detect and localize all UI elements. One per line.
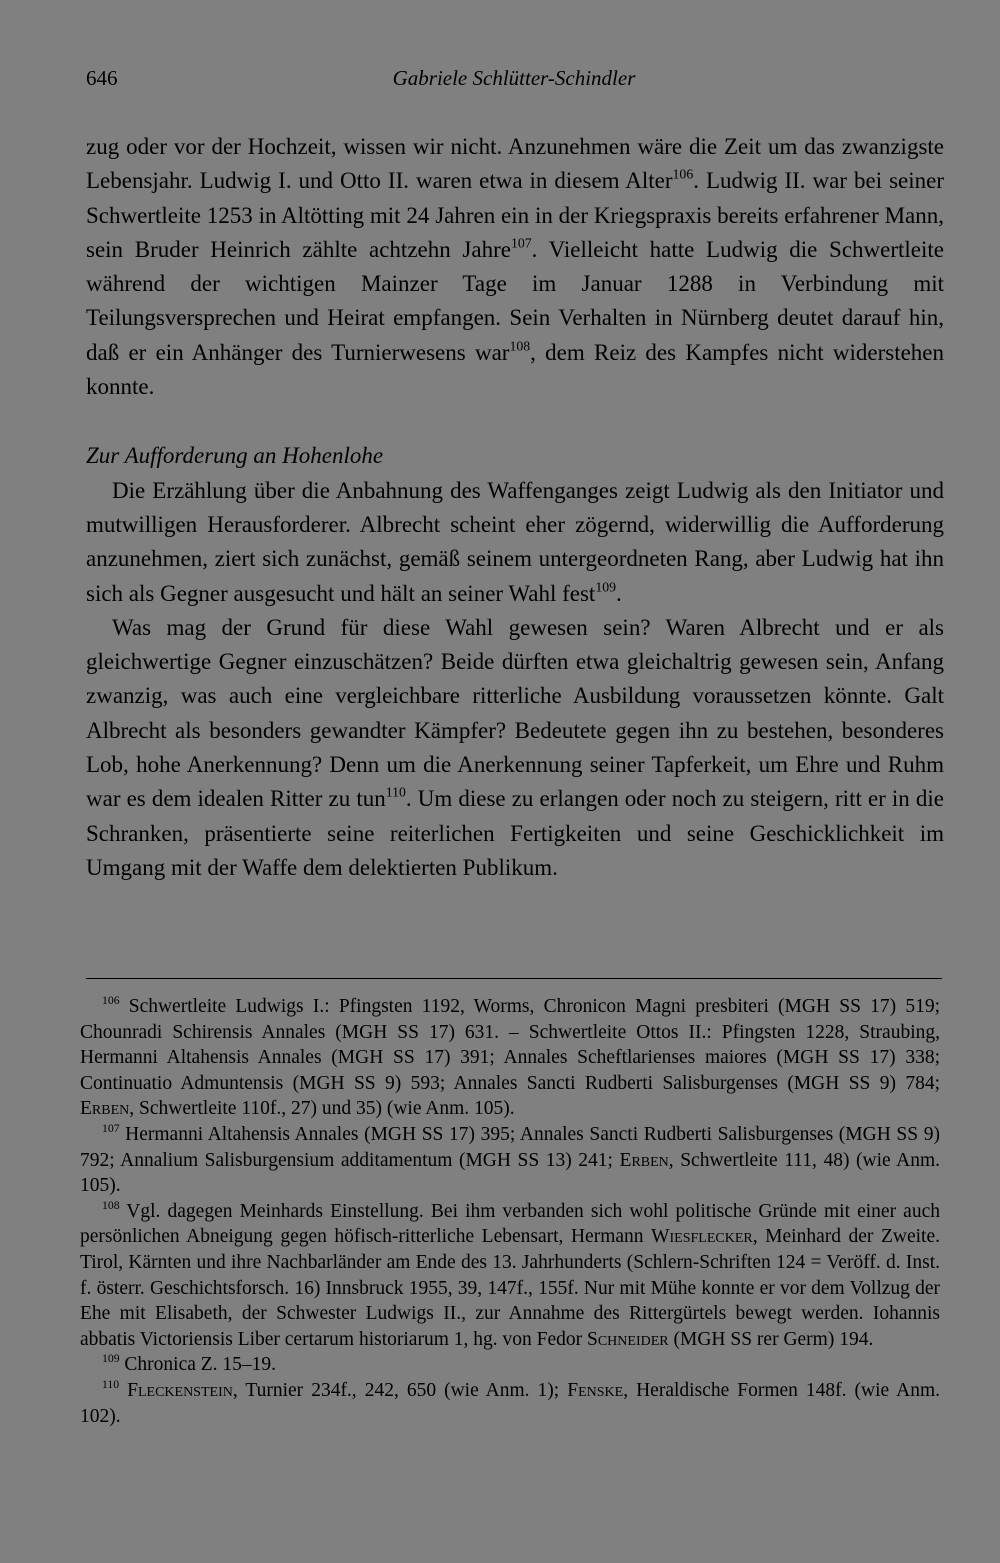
footnote-number: 108 (102, 1198, 120, 1212)
paragraph-3 (86, 611, 944, 885)
main-text (86, 130, 944, 885)
footnote-110 (80, 1378, 940, 1429)
footnote-separator (86, 978, 942, 979)
text: Was mag der Grund für diese Wahl gewesen sein? Waren Albrecht und er als gleichwertige Gegner einzuschätzen? Beide dürften etwa gleichaltrig gewesen sein, Anfang zwanzig, was auch eine vergleichbare ritterliche Ausbildung voraussetzen könnte. Galt Albrecht als besonders gewandter Kämpfer? Bedeutete gegen ihn zu bestehen, besonderes Lob, hohe Anerkennung? Denn um die Anerkennung seiner Tapferkeit, um Ehre und Ruhm war es dem idealen Ritter zu tun (86, 614, 944, 812)
footnote-ref-108: 108 (509, 338, 531, 354)
footnotes (80, 994, 940, 1429)
text: . Ludwig II. war bei seiner Schwertleite 1253 in Altötting mit 24 Jahren ein in der Kriegspraxis bereits erfahrener Mann, sein Bruder Heinrich zählte achtzehn Jahre (86, 168, 944, 262)
text: Schwertleite Ludwigs I.: Pfingsten 1192, Worms, Chronicon Magni presbiteri (MGH SS 17) 519; Chounradi Schirensis Annales (MGH SS 17) 631. – Schwertleite Ottos II.: Pfingsten 1228, Straubing, Hermanni Altahensis Annales (MGH SS 17) 391; Annales Scheftlarienses maiores (MGH SS 17) 338; Continuatio Admuntensis (MGH SS 9) 593; Annales Sancti Rudberti Salisburgenses (MGH SS 9) 784; (80, 996, 940, 1094)
footnote-108 (80, 1199, 940, 1353)
footnote-ref-106: 106 (672, 166, 694, 182)
text: . (616, 580, 622, 606)
text: Die Erzählung über die Anbahnung des Waffenganges zeigt Ludwig als den Initiator und mutwilligen Herausforderer. Albrecht scheint eher zögernd, widerwillig die Aufforderung anzunehmen, ziert sich zunächst, gemäß seinem untergeordneten Rang, aber Ludwig hat ihn sich als Gegner ausgesucht und hält an seiner Wahl fest (86, 477, 944, 606)
footnote-ref-110: 110 (385, 784, 406, 800)
text: , Heraldische Formen 148f. (wie Anm. 102). (80, 1379, 940, 1427)
section-heading: Zur Aufforderung an Hohenlohe (86, 443, 384, 469)
author-name: Schneider (586, 1328, 669, 1350)
page-header (86, 66, 942, 98)
section-spacer (86, 404, 944, 439)
running-head: Gabriele Schlütter-Schindler (392, 66, 636, 90)
footnote-ref-107: 107 (510, 235, 532, 251)
paragraph-1 (86, 130, 944, 404)
text: . Um diese zu erlangen oder noch zu steigern, ritt er in die Schranken, präsentierte seine reiterlichen Fertigkeiten und seine Geschicklichkeit im Umgang mit der Waffe dem delektierten Publikum. (86, 786, 945, 880)
author-name: Fenske (567, 1379, 624, 1401)
author-name: Fleckenstein (127, 1379, 233, 1401)
author-name: Wiesflecker (651, 1226, 753, 1248)
paragraph-2 (86, 474, 944, 611)
footnote-ref-109: 109 (595, 578, 617, 594)
page-number: 646 (86, 66, 118, 90)
text: Chronica Z. 15–19. (119, 1354, 277, 1376)
text: , dem Reiz des Kampfes nicht widerstehen konnte. (86, 339, 944, 400)
text: (MGH SS rer Germ) 194. (668, 1328, 874, 1350)
footnote-107 (80, 1122, 940, 1199)
footnote-109 (80, 1352, 940, 1378)
footnote-number: 106 (102, 993, 120, 1007)
footnote-number: 110 (102, 1377, 120, 1391)
text: , Schwertleite 111, 48) (wie Anm. 105). (80, 1149, 940, 1197)
author-name: Erben (80, 1098, 130, 1120)
author-name: Erben (619, 1149, 669, 1171)
footnote-number: 109 (102, 1352, 120, 1366)
text: . Vielleicht hatte Ludwig die Schwertleite während der wichtigen Mainzer Tage im Januar 1288 in Verbindung mit Teilungsversprechen und Heirat empfangen. Sein Verhalten in Nürnberg deutet darauf hin, daß er ein Anhänger des Turnierwesens war (86, 236, 944, 365)
text: , Schwertleite 110f., 27) und 35) (wie Anm. 105). (129, 1098, 515, 1120)
footnote-number: 107 (102, 1121, 120, 1135)
text: Vgl. dagegen Meinhards Einstellung. Bei ihm verbanden sich wohl politische Gründe mit einer auch persönlichen Abneigung gegen höfisch-ritterliche Lebensart, Hermann (80, 1200, 940, 1248)
footnote-106 (80, 994, 940, 1122)
text: zug oder vor der Hochzeit, wissen wir nicht. Anzunehmen wäre die Zeit um das zwanzigste Lebensjahr. Ludwig I. und Otto II. waren etwa in diesem Alter (86, 134, 944, 194)
text: Hermanni Altahensis Annales (MGH SS 17) 395; Annales Sancti Rudberti Salisburgenses (MGH SS 9) 792; Annalium Salisburgensium additamentum (MGH SS 13) 241; (80, 1123, 940, 1171)
text: , Meinhard der Zweite. Tirol, Kärnten und ihre Nachbarländer am Ende des 13. Jahrhunderts (Schlern-Schriften 124 = Veröff. d. Inst. f. österr. Geschichtsforsch. 16) Innsbruck 1955, 39, 147f., 155f. Nur mit Mühe konnte er vor dem Vollzug der Ehe mit Elisabeth, der Schwester Ludwigs II., zur Annahme des Rittergürtels bewegt werden. Iohannis abbatis Victoriensis Liber certarum historiarum 1, hg. von Fedor (80, 1226, 940, 1350)
text: , Turnier 234f., 242, 650 (wie Anm. 1); (232, 1379, 568, 1401)
